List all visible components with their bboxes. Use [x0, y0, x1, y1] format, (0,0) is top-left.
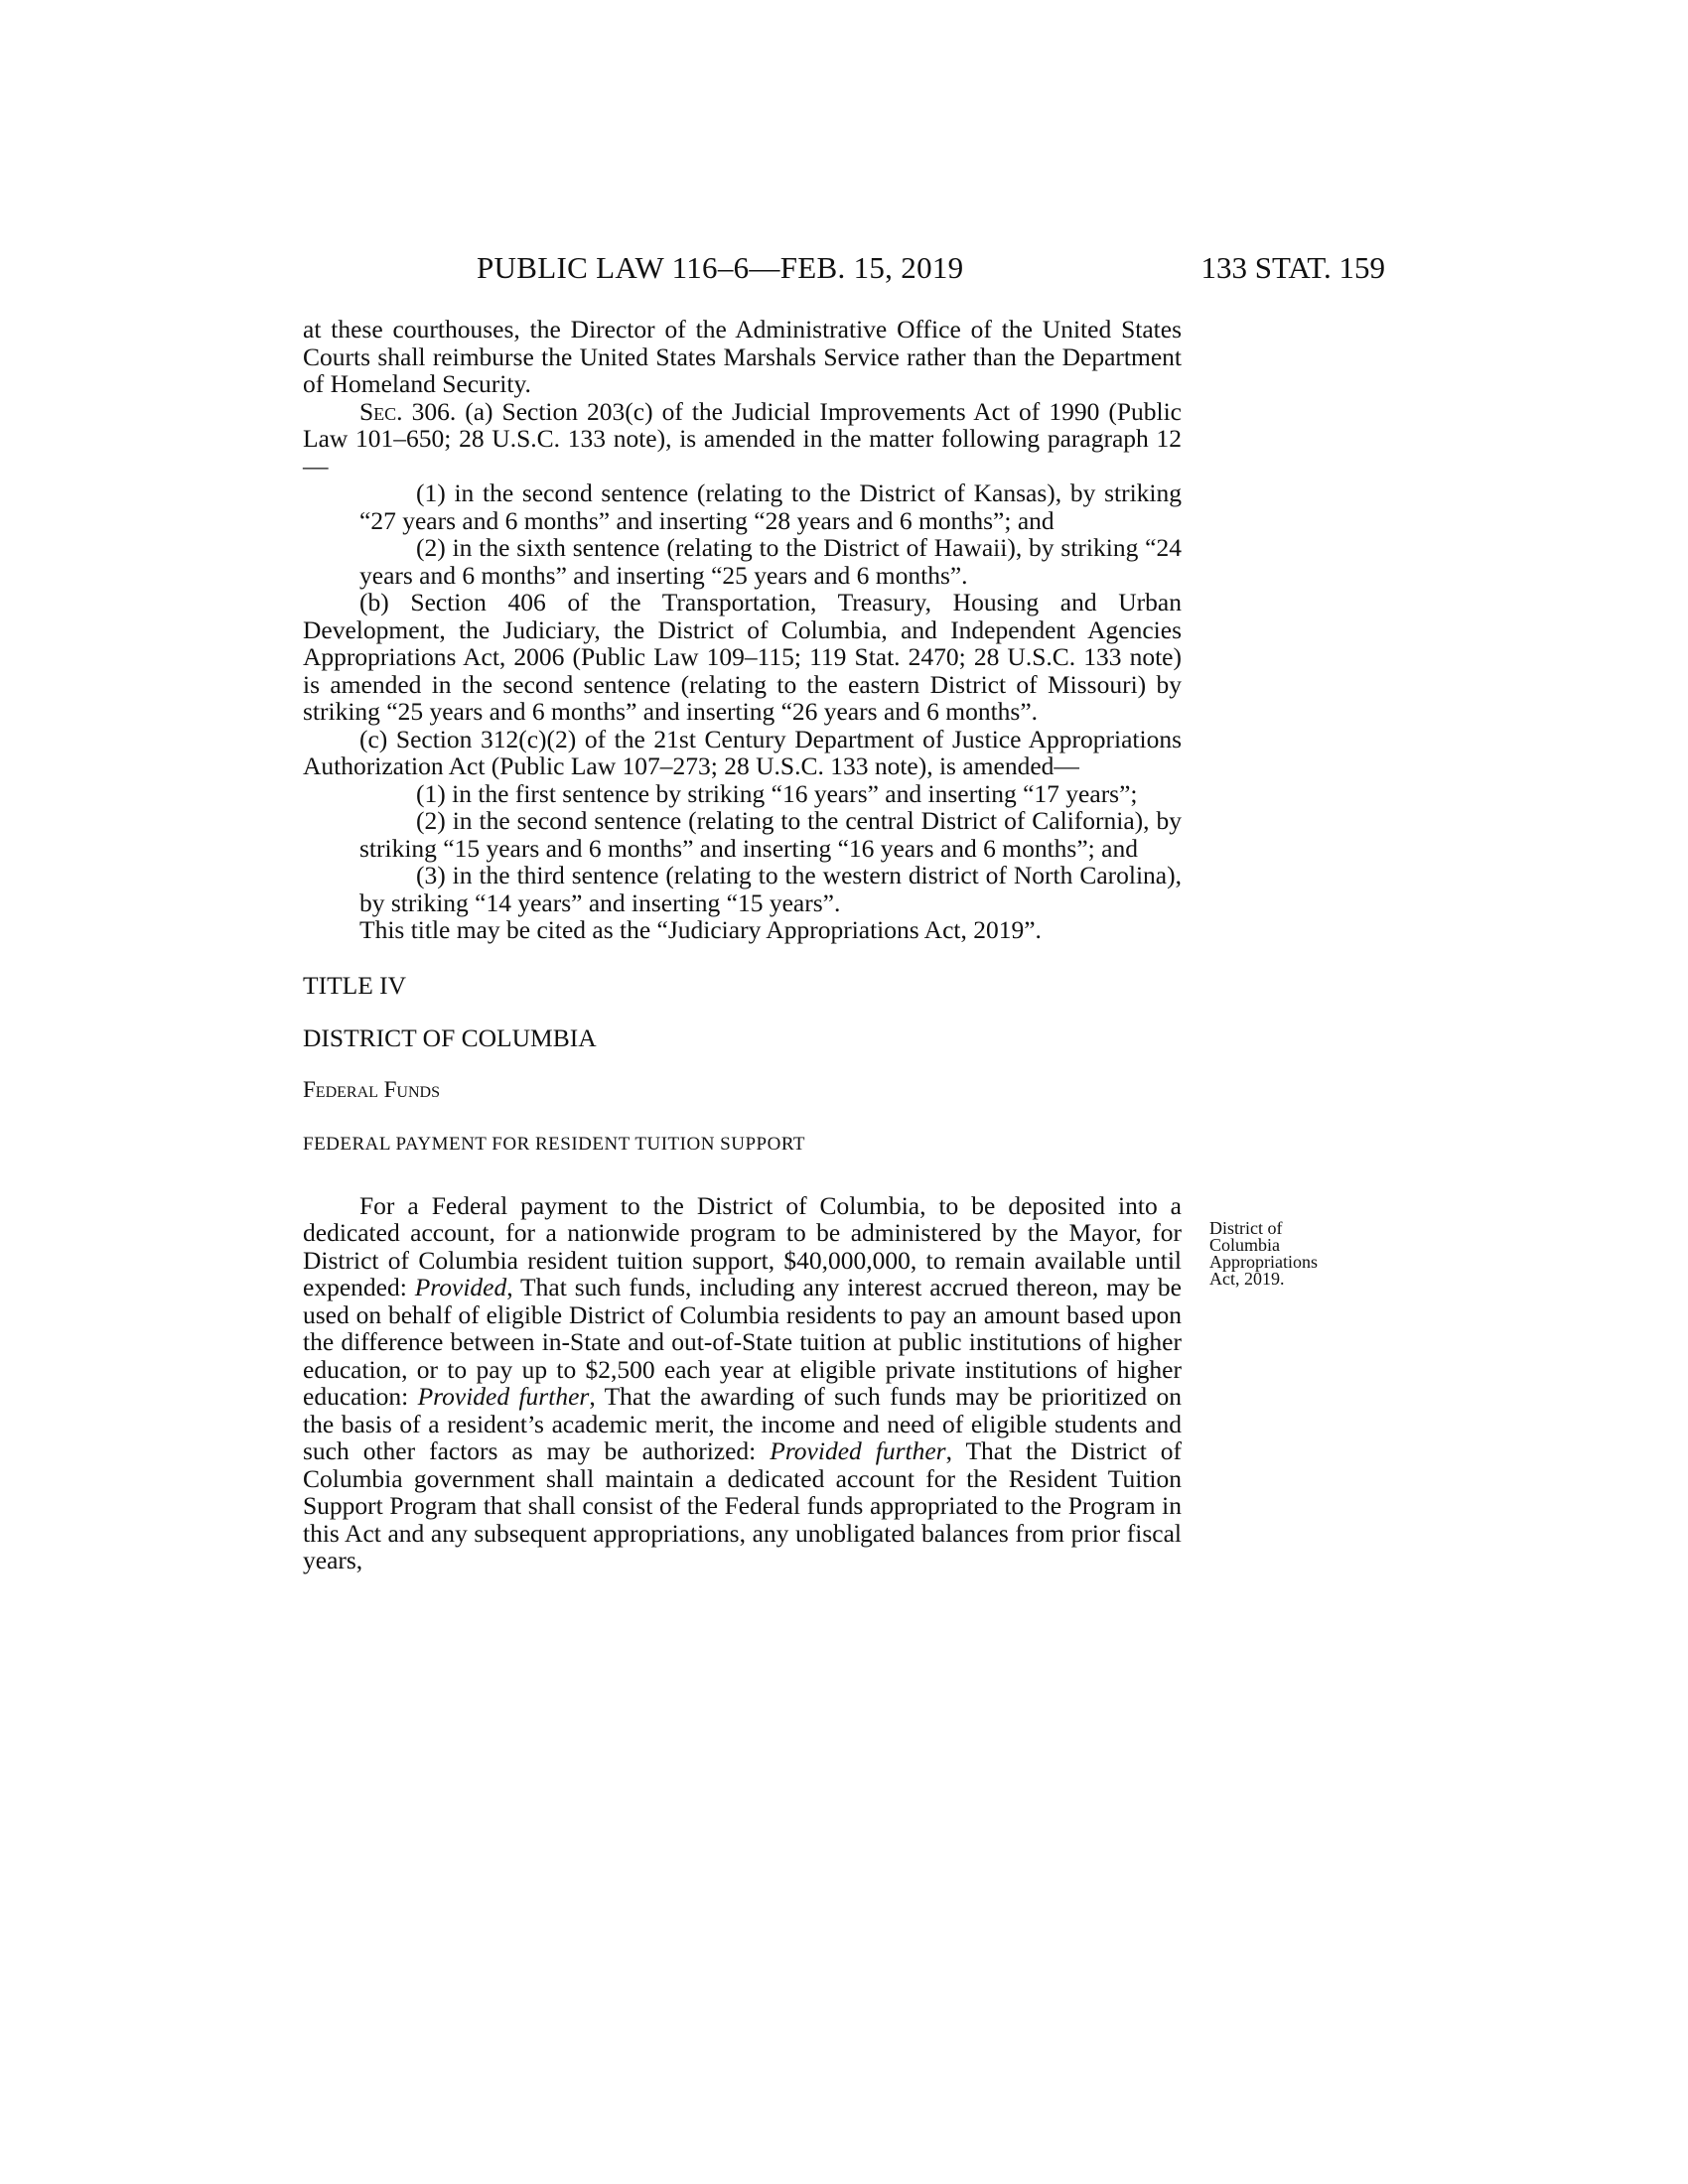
payment-heading: FEDERAL PAYMENT FOR RESIDENT TUITION SUPPORT	[303, 1134, 805, 1155]
paragraph-continuation: at these courthouses, the Director of the Administrative Office of the United States Courts shall reimburse the United States Marshals Service rather than the Department of Homeland Security.	[303, 315, 1182, 398]
short-title-citation: This title may be cited as the “Judiciary Appropriations Act, 2019”.	[359, 915, 1042, 944]
section-306-intro	[303, 398, 1182, 480]
margin-note-line: District of	[1209, 1218, 1283, 1238]
subsection-c: (c) Section 312(c)(2) of the 21st Century Department of Justice Appropriations Authorization Act (Public Law 107–273; 28 U.S.C. 133 note), is amended—	[303, 724, 1182, 780]
page-header	[303, 250, 1385, 290]
section-label: Sec.	[359, 396, 403, 426]
amendment-c1: (1) in the first sentence by striking “16 years” and inserting “17 years”;	[416, 778, 1138, 808]
tuition-text: For a Federal payment to the District of Columbia, to be deposited into a dedicated account, for a nationwide program to be administered by the Mayor, for District of Columbia resident tuition support, $40,000,000, to remain available until expended:	[303, 1190, 1182, 1301]
amendment-a1: (1) in the second sentence (relating to the District of Kansas), by striking “27 years and 6 months” and inserting “28 years and 6 months”; and	[359, 478, 1182, 535]
document-body	[303, 316, 1182, 1574]
tuition-text: , That the awarding of such funds may be prioritized on the basis of a resident’s academic merit, the income and need of eligible students and such other factors as may be authorized:	[303, 1382, 1182, 1465]
subsection-b: (b) Section 406 of the Transportation, Treasury, Housing and Urban Development, the Judiciary, the District of Columbia, and Independent Agencies Appropriations Act, 2006 (Public Law 109–115; 119 Stat. 2470; 28 U.S.C. 133 note) is amended in the second sentence (relating to the eastern District of Missouri) by striking “25 years and 6 months” and inserting “26 years and 6 months”.	[303, 588, 1182, 726]
proviso: Provided further	[417, 1382, 590, 1411]
proviso: Provided further	[770, 1436, 946, 1465]
margin-note-line: Appropriations	[1209, 1252, 1318, 1272]
section-306-text: 306. (a) Section 203(c) of the Judicial Improvements Act of 1990 (Public Law 101–650; 28 U.S.C. 133 note), is amended in the matter following paragraph 12—	[303, 396, 1182, 480]
amendment-c2: (2) in the second sentence (relating to the central District of California), by striking “15 years and 6 months” and inserting “16 years and 6 months”; and	[359, 806, 1182, 863]
tuition-text: , That such funds, including any interest accrued thereon, may be used on behalf of eligible District of Columbia residents to pay an amount based upon the difference between in-State and out-of-State tuition at public institutions of higher education, or to pay up to $2,500 each year at eligible private institutions of higher education:	[303, 1273, 1182, 1411]
title-subject-heading: DISTRICT OF COLUMBIA	[303, 1024, 597, 1052]
tuition-text: , That the District of Columbia government shall maintain a dedicated account for the Resident Tuition Support Program that shall consist of the Federal funds appropriated to the Program in this Act and any subsequent appropriations, any unobligated balances from prior fiscal years,	[303, 1436, 1183, 1574]
tuition-paragraph	[303, 1192, 1182, 1574]
title-heading: TITLE IV	[303, 970, 407, 1000]
margin-note-line: Act, 2019.	[1209, 1269, 1285, 1289]
running-head: PUBLIC LAW 116–6—FEB. 15, 2019	[477, 250, 964, 285]
amendment-a2: (2) in the sixth sentence (relating to the District of Hawaii), by striking “24 years and 6 months” and inserting “25 years and 6 months”.	[359, 533, 1182, 590]
margin-note-line: Columbia	[1209, 1235, 1280, 1255]
amendment-c3: (3) in the third sentence (relating to the western district of North Carolina), by striking “14 years” and inserting “15 years”.	[359, 861, 1182, 917]
proviso: Provided	[414, 1273, 507, 1301]
margin-note	[1209, 1220, 1368, 1288]
federal-funds-heading: Federal Funds	[303, 1076, 440, 1102]
statute-page-citation: 133 STAT. 159	[1200, 250, 1385, 285]
